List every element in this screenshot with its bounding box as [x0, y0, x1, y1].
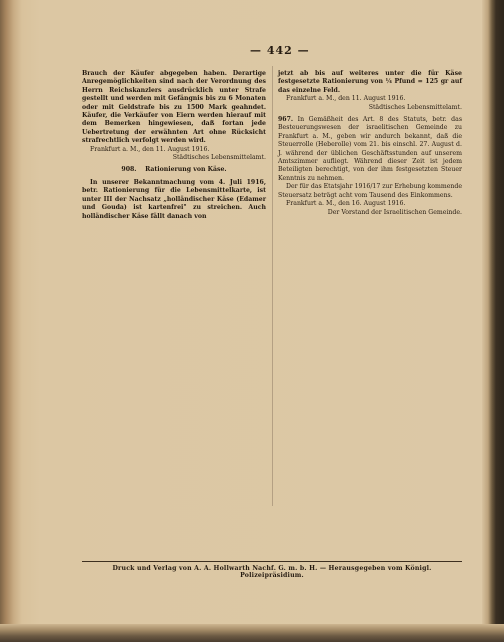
right-continuation-text: jetzt ab bis auf weiteres unter die für Käse festgesetzte Rationierung von ¼ Pfund = 125 gr auf das einzelne Feld. [278, 70, 462, 94]
page-number: — 442 — [250, 44, 310, 57]
book-edge-right [482, 0, 504, 642]
right-notice [278, 116, 462, 183]
left-notice-number: 908. [121, 166, 137, 174]
right-place-date-1: Frankfurt a. M., den 11. August 1916. [286, 95, 406, 103]
footer-rule [82, 561, 462, 562]
left-place-date: Frankfurt a. M., den 11. August 1916. [90, 145, 210, 153]
left-column [82, 70, 266, 221]
right-signature-2: Der Vorstand der Israelitischen Gemeinde. [327, 208, 462, 216]
right-column [278, 70, 462, 217]
right-notice-body-2: Der für das Etatsjahr 1916/17 zur Erhebung kommende Steuersatz beträgt acht vom Tausend des Einkommens. [278, 183, 462, 199]
right-place-date-2: Frankfurt a. M., den 16. August 1916. [286, 200, 406, 208]
footer-imprint: Druck und Verlag von A. A. Hollwarth Nachf. G. m. b. H. — Herausgegeben vom Königl. Polizeipräsidium. [112, 565, 432, 579]
right-notice-number: 967. [278, 116, 294, 124]
left-opening-text: Brauch der Käufer abgegeben haben. Derartige Anregemöglichkeiten sind nach der Verordnung des Herrn Reichskanzlers ausdrücklich unter Strafe gestellt und werden mit Gefängnis bis zu 6 Monaten oder mit Geldstrafe bis zu 1500 Mark geahndet. Käufer, die Verkäufer von Eiern werden hierauf mit dem Bemerken hingewiesen, daß fortan jede Uebertretung der erwähnten Art ohne Rücksicht strafrechtlich verfolgt werden wird. [82, 70, 266, 145]
left-notice-heading [82, 166, 266, 174]
left-notice-title: Rationierung von Käse. [145, 166, 227, 174]
left-notice-body: In unserer Bekanntmachung vom 4. Juli 1916, betr. Rationierung für die Lebensmittelkarte, ist unter III der Nachsatz „holländischer Käse (Edamer und Gouda) ist kartenfrei" zu streichen. Auch holländischer Käse fällt danach von [82, 178, 266, 220]
book-edge-bottom [0, 624, 504, 642]
column-divider [272, 66, 273, 506]
left-signature: Städtisches Lebensmittelamt. [172, 154, 266, 162]
right-notice-body: In Gemäßheit des Art. 8 des Statuts, betr. das Besteuerungswesen der israelitischen Gemeinde zu Frankfurt a. M., geben wir andurch bekannt, daß die Steuerrolle (Heberolle) vom 21. bis einschl. 27. August d. J. während der üblichen Geschäftsstunden auf unserem Amtszimmer aufliegt. Während dieser Zeit ist jedem Beteiligten berechtigt, von der ihm festgesetzten Steuer Kenntnis zu nehmen. [278, 116, 462, 182]
right-signature-1: Städtisches Lebensmittelamt. [368, 103, 462, 111]
